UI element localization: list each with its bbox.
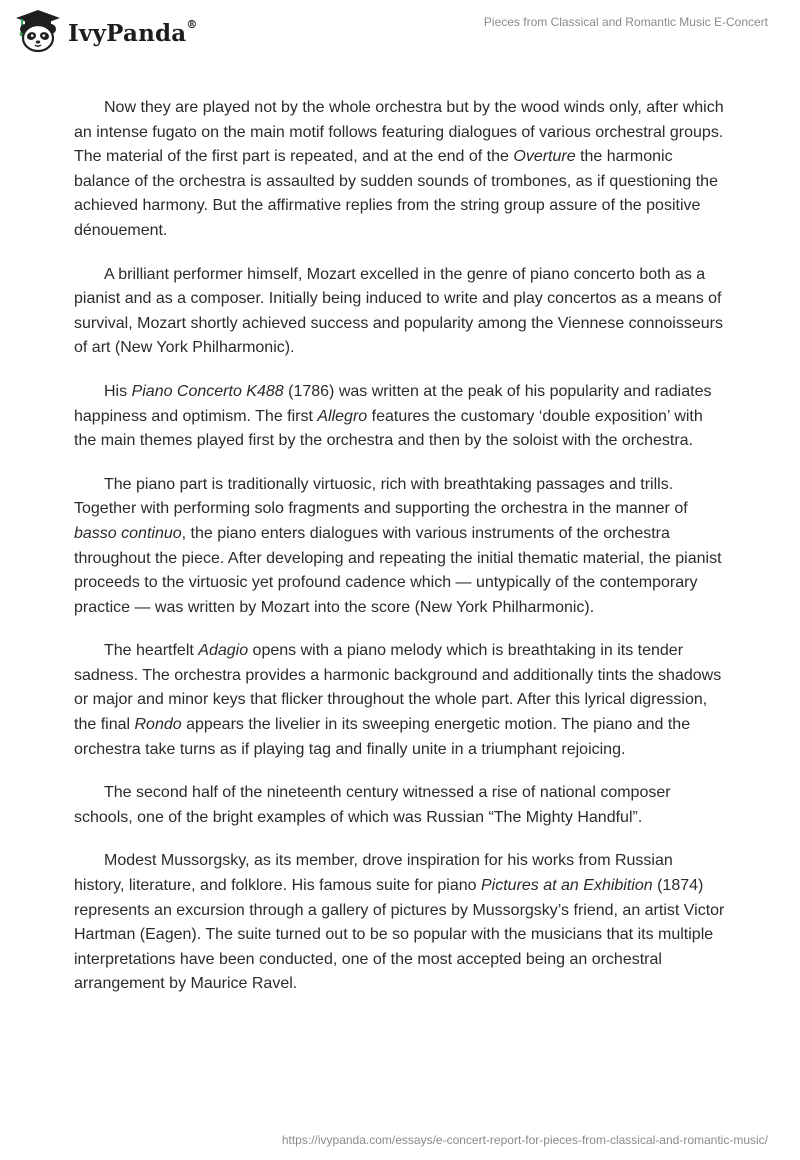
- paragraph: [74, 781, 726, 830]
- text-run: opens with a piano melody which is breathtaking in its tender sadness. The orchestra provides a harmonic background and additionally tints the shadows or major and minor keys that flicker throughout the whole part. After this lyrical digression, the final: [74, 642, 722, 734]
- paragraph: [74, 639, 726, 762]
- ivypanda-logo[interactable]: [14, 8, 198, 54]
- paragraph: [74, 96, 726, 244]
- essay-body: [74, 96, 726, 1016]
- text-run: The piano part is traditionally virtuosic, rich with breathtaking passages and trills. Together with performing solo fragments and supporting the orchestra in the manner of: [74, 475, 688, 518]
- page-header: [0, 0, 800, 70]
- brand-name: IvyPanda®: [68, 17, 198, 47]
- text-run: (1786) was written at the peak of his popularity and radiates happiness and optimism. The first: [74, 382, 712, 425]
- text-run: The second half of the nineteenth century witnessed a rise of national composer schools, one of the bright examples of which was Russian “The Mighty Handful”.: [74, 784, 671, 826]
- text-run: A brilliant performer himself, Mozart excelled in the genre of piano concerto both as a pianist and as a composer. Initially being induced to write and play concertos as a means of survival, Mozart shortly achieved success and popularity among the Viennese connoisseurs of art (New York Philharmonic).: [74, 265, 723, 357]
- paragraph: [74, 263, 726, 361]
- paragraph: [74, 473, 726, 621]
- italic-title: Pictures at an Exhibition: [481, 877, 653, 895]
- text-run: the harmonic balance of the orchestra is assaulted by sudden sounds of trombones, as if questioning the achieved harmony. But the affirmative replies from the string group assure of the positive dénouement.: [74, 148, 718, 239]
- italic-title: basso continuo: [74, 524, 182, 542]
- italic-title: Piano Concerto K488: [131, 382, 284, 400]
- document-title: Pieces from Classical and Romantic Music E-Concert: [483, 15, 768, 29]
- text-run: His: [104, 382, 132, 400]
- text-run: , the piano enters dialogues with various instruments of the orchestra throughout the piece. After developing and repeating the initial thematic material, the pianist proceeds to the virtuosic yet profound cadence which — untypically of the contemporary practice — was written by Mozart into the score (New York Philharmonic).: [74, 524, 722, 616]
- paragraph: [74, 849, 726, 997]
- text-run: Now they are played not by the whole orchestra but by the wood winds only, after which an intense fugato on the main motif follows featuring dialogues of various orchestral groups. The material of the first part is repeated, and at the end of the: [74, 99, 724, 166]
- italic-title: Adagio: [198, 642, 249, 660]
- text-run: appears the livelier in its sweeping energetic motion. The piano and the orchestra take turns as if playing tag and finally unite in a triumphant rejoicing.: [74, 716, 691, 758]
- panda-graduate-icon: [14, 8, 62, 54]
- italic-title: Allegro: [317, 407, 368, 425]
- text-run: features the customary ‘double exposition’ with the main themes played first by the orchestra and then by the soloist with the orchestra.: [74, 407, 703, 450]
- paragraph: [74, 380, 726, 454]
- italic-title: Rondo: [134, 716, 182, 734]
- text-run: (1874) represents an excursion through a gallery of pictures by Mussorgsky’s friend, an artist Victor Hartman (Eagen). The suite turned out to be so popular with the musicians that its multiple interpretations have been conducted, one of the most accepted being an orchestral arrangement by Maurice Ravel.: [74, 877, 725, 993]
- italic-title: Overture: [513, 148, 576, 166]
- text-run: Modest Mussorgsky, as its member, drove inspiration for his works from Russian history, literature, and folklore. His famous suite for piano: [74, 852, 673, 895]
- footer-url[interactable]: https://ivypanda.com/essays/e-concert-report-for-pieces-from-classical-and-romantic-music/: [281, 1133, 768, 1147]
- text-run: The heartfelt: [104, 642, 199, 660]
